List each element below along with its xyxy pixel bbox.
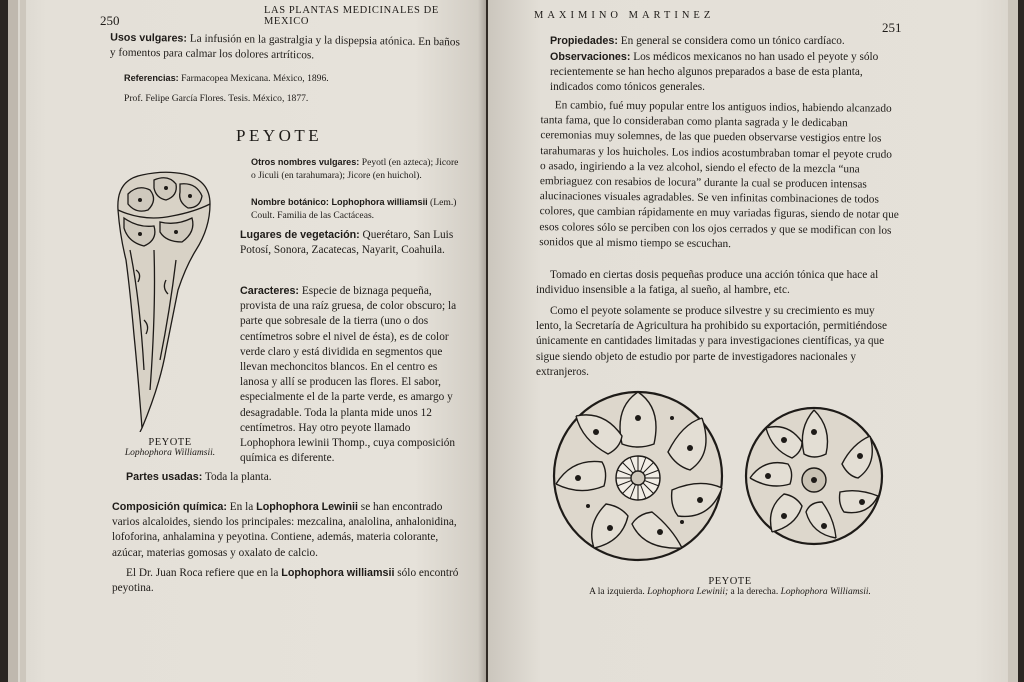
page-number: 251 xyxy=(882,20,902,35)
root-figure-caption: PEYOTE Lophophora Williamsii. xyxy=(124,437,216,458)
nombre-botanico: Nombre botánico: Lophophora williamsii (Lem.) Coult. Familia de las Cactáceas. xyxy=(251,197,457,221)
top-view-figure-caption: PEYOTE A la izquierda. Lophophora Lewinii; a la derecha. Lophophora Williamsii. xyxy=(589,576,871,597)
propiedades-paragraph: Propiedades: En general se considera como un tónico cardíaco. xyxy=(550,35,845,47)
page-edge xyxy=(8,0,18,682)
peyote-top-view-illustration xyxy=(552,388,902,568)
peyote-root-illustration xyxy=(114,170,214,432)
running-head: MAXIMINO MARTINEZ xyxy=(534,10,715,21)
caracteres-paragraph: Caracteres: Especie de biznaga pequeña, provista de una raíz gruesa, de color obscuro; la parte que sobresale de la tierra (uno o dos centímetros sobre el nivel de ésta), es de color verde claro y está dividida en segmentos que llevan mechoncitos blancos. En el centro es lanosa y allí se producen las flores. El sabor, especialmente el de la parte verde, es amargo y desagradable. Toda la planta mide unos 12 centímetros. Hay otro peyote llamado Lophophora lewinii Thomp., cuya composición química es diferente. xyxy=(240,285,457,465)
paragraph-3: Como el peyote solamente se produce silvestre y su crecimiento es muy lento, la Secretaría de Agricultura ha prohibido su exportación, permitiéndose únicamente en cantidades limitadas y para investigaciones científicas, ya que sigue siendo objeto de estudio por parte de investigadores nacionales y extranjeros. xyxy=(536,305,888,378)
paragraph-2: Tomado en ciertas dosis pequeñas produce una acción tónica que hace al individuo insensible a la fatiga, al sueño, al hambre, etc. xyxy=(536,269,879,297)
page-edge xyxy=(20,0,26,682)
paragraph-1: En cambio, fué muy popular entre los antiguos indios, habiendo alcanzado tanta fama, que lo consideraban como planta sagrada y le dedicaban ceremonias muy solemnes, de las que pueden observarse vestigios entre los tarahumaras y los huicholes. Los indios acostumbraban tomar el peyote crudo o asado, ingiriendo a la vez alcohol, siendo el efecto de la mezcla “una embriaguez con resabios de locura” durante la cual se producen intensas alucinaciones visuales agradables. Se ven infinitas combinaciones de todos colores, que cambian rápidamente en muy variadas figuras, siendo de notar que esos colores sólo se perciben con los ojos cerrados y que se modifican con los sonidos que al mismo tiempo se escuchan. xyxy=(539,99,899,250)
page-edge xyxy=(1008,0,1018,682)
running-head: LAS PLANTAS MEDICINALES DE MEXICO xyxy=(264,5,439,27)
page-number: 250 xyxy=(100,13,120,28)
referencias-line: Referencias: Farmacopea Mexicana. México, 1896. xyxy=(124,73,329,84)
right-page xyxy=(488,0,1018,682)
open-book xyxy=(8,0,1018,682)
referencias-line-2: Prof. Felipe García Flores. Tesis. México, 1877. xyxy=(124,93,309,104)
otros-nombres: Otros nombres vulgares: Peyotl (en azteca); Jicore o Jiculi (en tarahumara); Jicore (en huichol). xyxy=(251,157,459,181)
observaciones-paragraph: Observaciones: Los médicos mexicanos no han usado el peyote y sólo recientemente se han hecho algunos preparados a base de esta planta, indicados como tónicos generales. xyxy=(550,51,879,94)
partes-usadas: Partes usadas: Toda la planta. xyxy=(126,471,272,483)
plant-title: PEYOTE xyxy=(236,126,323,145)
lugares-paragraph: Lugares de vegetación: Querétaro, San Luis Potosí, Sonora, Zacatecas, Nayarit, Coahuila. xyxy=(240,229,454,257)
usos-paragraph: Usos vulgares: La infusión en la gastralgia y la dispepsia atónica. En baños y fomentos para calmar los dolores artríticos. xyxy=(109,31,460,62)
roca-paragraph: El Dr. Juan Roca refiere que en la Lophophora williamsii sólo encontró peyotina. xyxy=(112,567,459,595)
composicion-paragraph: Composición química: En la Lophophora Lewinii se han encontrado varios alcaloides, siendo los principales: mezcalina, analolina, anhalonidina, lofoforina, anhalamina y peyotina. Contiene, además, materia colorante, azúcar, materias gomosas y oxalato de calcio. xyxy=(112,501,457,559)
left-page xyxy=(8,0,486,682)
